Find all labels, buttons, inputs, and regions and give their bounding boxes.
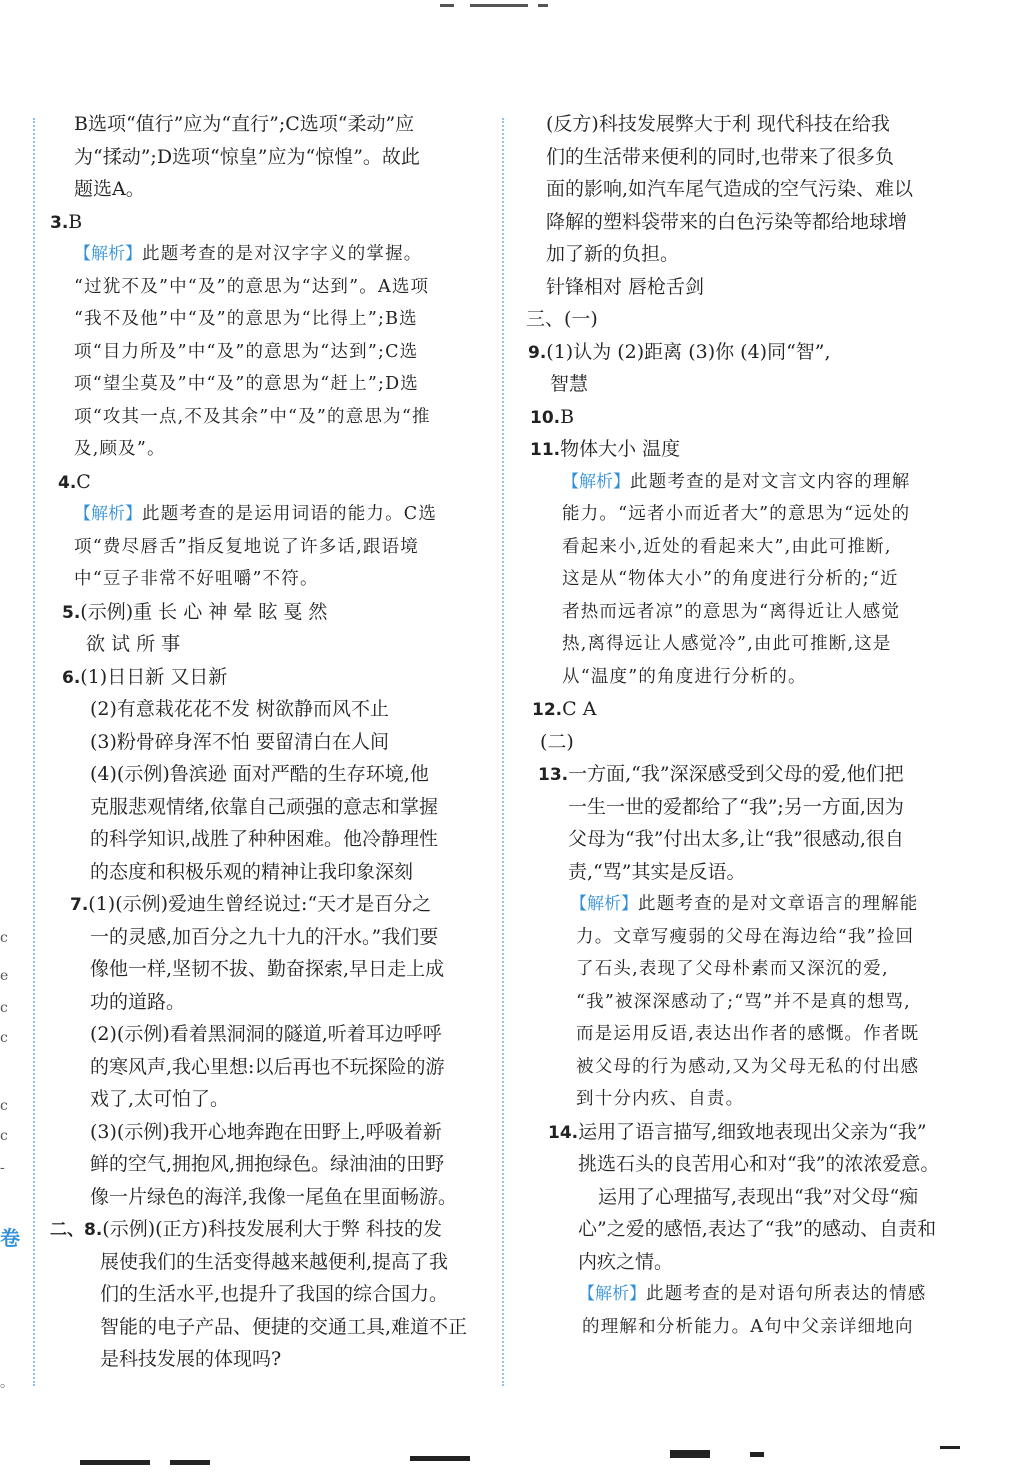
edge-char: - [0, 1160, 5, 1176]
line-text: 了石头,表现了父母朴素而又深沉的爱, [576, 959, 889, 979]
analysis-tag: 【解析】 [562, 471, 630, 492]
line-text: 项“望尘莫及”中“及”的意思为“赶上”;D选 [74, 374, 420, 394]
analysis-line [526, 953, 966, 986]
answer-line [50, 206, 490, 239]
line-text: (示例)(正方)科技发展利大于弊 科技的发 [102, 1218, 442, 1240]
line-text: (3)粉骨碎身浑不怕 要留清白在人间 [90, 730, 389, 753]
top-print-marks [440, 4, 550, 10]
line-text: (二) [540, 730, 574, 753]
analysis-line [526, 1051, 966, 1084]
edge-char: 。 [0, 1375, 14, 1391]
line-text: 及,顾及”。 [74, 439, 166, 459]
line-text: (1)认为 (2)距离 (3)你 (4)同“智”, [546, 340, 831, 363]
analysis-line [526, 498, 966, 531]
answer-line [50, 1246, 490, 1279]
answer-line [50, 466, 490, 499]
analysis-line [526, 628, 966, 661]
line-text: 看起来小,近处的看起来大”,由此可推断, [562, 536, 892, 557]
line-text: (示例)重 长 心 神 晕 眩 戛 然 [80, 600, 328, 623]
line-text: 热,离得远让人感觉冷”,由此可推断,这是 [562, 634, 892, 654]
line-text: 项“攻其一点,不及其余”中“及”的意思为“推 [74, 406, 431, 427]
left-column [50, 108, 490, 1376]
line-text: 物体大小 温度 [560, 438, 681, 460]
analysis-tag: 【解析】 [74, 504, 142, 524]
left-dotted-divider [33, 118, 35, 1386]
line-text: (1)(示例)爱迪生曾经说过:“天才是百分之 [88, 893, 432, 915]
analysis-line [526, 888, 966, 921]
answer-line [50, 1213, 490, 1246]
edge-char: c [0, 1030, 8, 1046]
answer-line [526, 758, 966, 791]
answer-line [50, 888, 490, 921]
line-text: 运用了语言描写,细致地表现出父亲为“我” [578, 1120, 927, 1143]
line-text: 父母为“我”付出太多,让“我”很感动,很自 [568, 828, 904, 850]
answer-line [50, 726, 490, 759]
line-text: 者热而远者凉”的意思为“离得近让人感觉 [562, 601, 901, 622]
line-text: 针锋相对 唇枪舌剑 [546, 275, 705, 298]
analysis-line [526, 563, 966, 596]
line-text: 降解的塑料袋带来的白色污染等都给地球增 [546, 210, 908, 233]
line-text: (4)(示例)鲁滨逊 面对严酷的生存环境,他 [90, 763, 429, 785]
answer-line [50, 1051, 490, 1084]
answer-line [526, 368, 966, 401]
line-text: 们的生活水平,也提升了我国的综合国力。 [100, 1283, 449, 1305]
line-text: 为“揉动”;D选项“惊皇”应为“惊惶”。故此 [74, 145, 420, 168]
answer-line [50, 661, 490, 694]
answer-line [526, 238, 966, 271]
analysis-line [50, 238, 490, 271]
answer-line [526, 856, 966, 889]
line-text: 此题考查的是对汉字字义的掌握。 [142, 244, 423, 264]
line-text: 戏了,太可怕了。 [90, 1088, 230, 1110]
answer-line [50, 693, 490, 726]
question-number: 14. [548, 1122, 579, 1143]
question-number: 7. [70, 895, 89, 915]
answer-line [50, 1343, 490, 1376]
line-text: 加了新的负担。 [546, 243, 680, 265]
line-text: 智慧 [550, 373, 589, 395]
line-text: 的态度和积极乐观的精神让我印象深刻 [90, 860, 414, 883]
answer-line [50, 1181, 490, 1214]
edge-char: c [0, 1128, 8, 1144]
line-text: “过犹不及”中“及”的意思为“达到”。A选项 [74, 276, 430, 297]
line-text: 像一片绿色的海洋,我像一尾鱼在里面畅游。 [90, 1185, 458, 1208]
line-text: 挑选石头的良苦用心和对“我”的浓浓爱意。 [578, 1153, 940, 1175]
answer-line [50, 758, 490, 791]
question-number: 二、8. [50, 1220, 103, 1240]
answer-line [526, 693, 966, 726]
edge-char: c [0, 930, 8, 946]
answer-line [526, 206, 966, 239]
line-text: 这是从“物体大小”的角度进行分析的;“近 [562, 569, 899, 589]
line-text: C A [562, 698, 597, 720]
line-text: 此题考查的是对文章语言的理解能 [638, 894, 919, 914]
analysis-line [526, 1278, 966, 1311]
answer-line [526, 1116, 966, 1149]
line-text: 能力。“远者小而近者大”的意思为“远处的 [562, 504, 911, 524]
answer-line [526, 726, 966, 759]
answer-line [526, 271, 966, 304]
answer-line [526, 141, 966, 174]
center-dotted-divider [502, 118, 504, 1386]
answer-line [50, 141, 490, 174]
answer-line [526, 303, 966, 336]
line-text: (3)(示例)我开心地奔跑在田野上,呼吸着新 [90, 1120, 442, 1143]
right-column [526, 108, 966, 1343]
analysis-line [50, 303, 490, 336]
question-number: 6. [62, 667, 81, 688]
line-text: 中“豆子非常不好咀嚼”不符。 [74, 569, 319, 589]
line-text: 是科技发展的体现吗? [100, 1348, 282, 1370]
answer-line [50, 823, 490, 856]
analysis-line [526, 466, 966, 499]
question-number: 13. [538, 765, 569, 785]
line-text: 题选A。 [74, 178, 145, 200]
line-text: 责,“骂”其实是反语。 [568, 860, 746, 883]
line-text: 们的生活带来便利的同时,也带来了很多负 [546, 145, 895, 168]
analysis-tag: 【解析】 [570, 894, 638, 914]
edge-char: e [0, 968, 9, 984]
answer-line [50, 1116, 490, 1149]
analysis-line [526, 661, 966, 694]
line-text: C [76, 470, 91, 493]
line-text: 力。文章写瘦弱的父母在海边给“我”捡回 [576, 926, 915, 947]
answer-line [526, 336, 966, 369]
question-number: 5. [62, 602, 81, 623]
line-text: 鲜的空气,拥抱风,拥抱绿色。绿油油的田野 [90, 1153, 445, 1175]
line-text: “我不及他”中“及”的意思为“比得上”;B选 [74, 309, 418, 329]
left-edge-strip [0, 0, 20, 1476]
edge-section-marker: 卷 [0, 1226, 20, 1250]
answer-line [50, 1083, 490, 1116]
answer-line [526, 1246, 966, 1279]
answer-line [50, 1278, 490, 1311]
answer-line [50, 1018, 490, 1051]
line-text: 到十分内疚、自责。 [576, 1089, 745, 1109]
answer-line [526, 433, 966, 466]
line-text: 心”之爱的感悟,表达了“我”的感动、自责和 [578, 1218, 937, 1240]
analysis-line [526, 921, 966, 954]
question-number: 10. [530, 407, 561, 428]
question-number: 9. [528, 342, 547, 363]
answer-line [526, 791, 966, 824]
line-text: 像他一样,坚韧不拔、勤奋探索,早日走上成 [90, 958, 445, 980]
question-number: 11. [530, 440, 561, 460]
analysis-line [50, 401, 490, 434]
analysis-line [50, 336, 490, 369]
line-text: 此题考查的是对语句所表达的情感 [646, 1284, 927, 1304]
answer-line [50, 628, 490, 661]
line-text: B [560, 405, 575, 428]
line-text: 一的灵感,加百分之九十九的汗水。”我们要 [90, 925, 439, 948]
analysis-line [526, 1083, 966, 1116]
analysis-line [50, 271, 490, 304]
analysis-line [50, 433, 490, 466]
question-number: 12. [532, 700, 563, 720]
answer-line [50, 596, 490, 629]
answer-line [50, 173, 490, 206]
answer-line [526, 1148, 966, 1181]
line-text: B选项“值行”应为“直行”;C选项“柔动”应 [74, 113, 415, 135]
analysis-tag: 【解析】 [578, 1284, 646, 1304]
line-text: 欲 试 所 事 [86, 633, 181, 655]
line-text: 三、(一) [526, 308, 598, 330]
analysis-line [526, 1311, 966, 1344]
line-text: 被父母的行为感动,又为父母无私的付出感 [576, 1056, 920, 1077]
analysis-line [50, 368, 490, 401]
line-text: 而是运用反语,表达出作者的感慨。作者既 [576, 1024, 920, 1044]
analysis-line [50, 498, 490, 531]
answer-line [50, 791, 490, 824]
question-number: 3. [50, 212, 69, 233]
line-text: (2)有意栽花花不发 树欲静而风不止 [90, 698, 389, 720]
question-number: 4. [58, 472, 77, 493]
answer-line [526, 173, 966, 206]
line-text: 的科学知识,战胜了种种困难。他冷静理性 [90, 828, 439, 850]
answer-line [526, 108, 966, 141]
answer-line [526, 1181, 966, 1214]
answer-line [50, 986, 490, 1019]
bottom-print-marks [60, 1446, 960, 1476]
answer-line [50, 1148, 490, 1181]
line-text: (2)(示例)看着黑洞洞的隧道,听着耳边呼呼 [90, 1023, 442, 1045]
line-text: 项“目力所及”中“及”的意思为“达到”;C选 [74, 341, 419, 362]
analysis-line [526, 986, 966, 1019]
line-text: 智能的电子产品、便捷的交通工具,难道不正 [100, 1315, 468, 1338]
line-text: 的理解和分析能力。A句中父亲详细地向 [582, 1316, 914, 1337]
answer-line [526, 1213, 966, 1246]
analysis-tag: 【解析】 [74, 244, 142, 264]
line-text: 此题考查的是运用词语的能力。C选 [142, 504, 438, 524]
answer-line [50, 108, 490, 141]
edge-char: c [0, 1098, 8, 1114]
answer-line [50, 921, 490, 954]
line-text: 内疚之情。 [578, 1250, 674, 1273]
line-text: 的寒风声,我心里想:以后再也不玩探险的游 [90, 1055, 445, 1078]
answer-line [50, 953, 490, 986]
answer-line [526, 823, 966, 856]
line-text: 一方面,“我”深深感受到父母的爱,他们把 [568, 763, 904, 785]
analysis-line [526, 531, 966, 564]
edge-char: c [0, 1000, 8, 1016]
line-text: (1)日日新 又日新 [80, 665, 228, 688]
line-text: 一生一世的爱都给了“我”;另一方面,因为 [568, 795, 904, 818]
answer-line [526, 401, 966, 434]
answer-line [50, 1311, 490, 1344]
answer-line [50, 856, 490, 889]
line-text: 面的影响,如汽车尾气造成的空气污染、难以 [546, 178, 914, 200]
line-text: 功的道路。 [90, 990, 186, 1013]
analysis-line [50, 563, 490, 596]
line-text: 此题考查的是对文言文内容的理解 [630, 471, 911, 492]
line-text: 克服悲观情绪,依靠自己顽强的意志和掌握 [90, 795, 439, 818]
analysis-line [50, 531, 490, 564]
line-text: “我”被深深感动了;“骂”并不是真的想骂, [576, 991, 911, 1012]
line-text: 运用了心理描写,表现出“我”对父母“痴 [598, 1185, 919, 1208]
line-text: 展使我们的生活变得越来越便利,提高了我 [100, 1250, 449, 1273]
line-text: (反方)科技发展弊大于利 现代科技在给我 [546, 113, 890, 135]
analysis-line [526, 1018, 966, 1051]
line-text: 从“温度”的角度进行分析的。 [562, 666, 807, 687]
analysis-line [526, 596, 966, 629]
line-text: 项“费尽唇舌”指反复地说了许多话,跟语境 [74, 536, 419, 557]
line-text: B [68, 210, 83, 233]
